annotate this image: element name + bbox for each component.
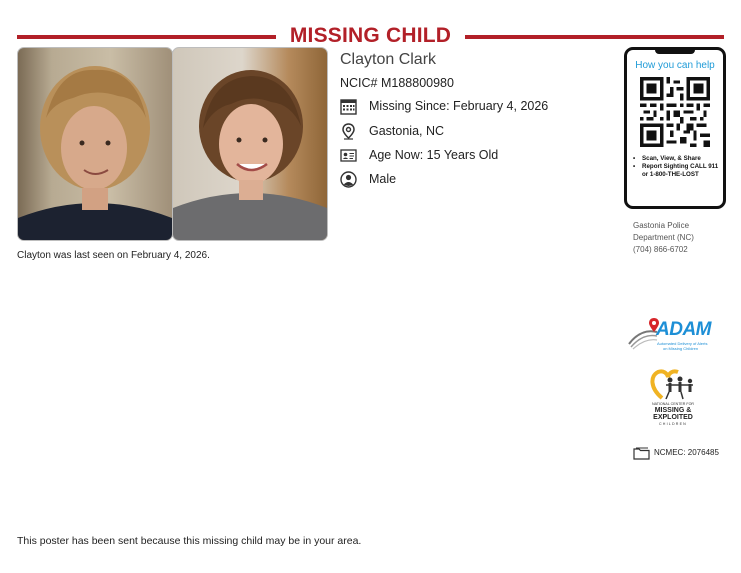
ncmec-emblem-icon: [648, 368, 698, 402]
page-title: MISSING CHILD: [289, 24, 452, 47]
child-name: Clayton Clark: [340, 51, 437, 68]
person-icon: [340, 171, 357, 188]
qr-code[interactable]: [640, 77, 710, 147]
ncmec-line1: NATIONAL CENTER FOR: [652, 402, 694, 406]
agency-phone: (704) 866-6702: [633, 245, 688, 254]
last-seen-text: Clayton was last seen on February 4, 2026.: [17, 250, 210, 261]
child-photo-2: [172, 47, 328, 241]
adam-tagline-2: on Missing Children: [663, 346, 699, 351]
adam-logo: [627, 318, 721, 354]
help-bullet-2: • Report Sighting CALL 911 or 1-800-THE-LOST: [632, 163, 722, 179]
ncic-number: NCIC# M188800980: [340, 76, 454, 90]
adam-wordmark: ADAM: [656, 319, 711, 340]
ncmec-logo: [645, 368, 701, 430]
help-bullets: [632, 155, 722, 178]
ncmec-line3: EXPLOITED: [653, 414, 693, 421]
age-text: Age Now: 15 Years Old: [369, 148, 499, 162]
header-rule-left: [17, 35, 276, 39]
calendar-icon: [340, 98, 357, 115]
agency-info: [633, 220, 694, 256]
ncmec-case-number: NCMEC: 2076485: [654, 448, 719, 457]
location-text: Gastonia, NC: [369, 124, 445, 138]
child-photo-1: [17, 47, 173, 241]
phone-notch: [655, 49, 695, 54]
adam-tagline-1: Automated Delivery of Alerts: [657, 341, 708, 346]
ncmec-line4: CHILDREN: [659, 422, 687, 426]
sex-text: Male: [369, 172, 397, 186]
folder-icon: [633, 447, 650, 460]
header-rule-right: [465, 35, 724, 39]
help-title: How you can help: [635, 60, 715, 71]
location-pin-icon: [340, 123, 357, 140]
help-bullet-1: • Scan, View, & Share: [632, 155, 722, 163]
ncmec-line2: MISSING &: [654, 407, 692, 414]
id-card-icon: [340, 147, 357, 164]
agency-name-line1: Gastonia Police: [633, 221, 690, 230]
agency-name-line2: Department (NC): [633, 233, 694, 242]
footer-note: This poster has been sent because this missing child may be in your area.: [17, 535, 362, 547]
help-phone-card: [624, 47, 726, 209]
ncmec-line2-3: [645, 407, 701, 421]
missing-since-text: Missing Since: February 4, 2026: [369, 99, 549, 113]
